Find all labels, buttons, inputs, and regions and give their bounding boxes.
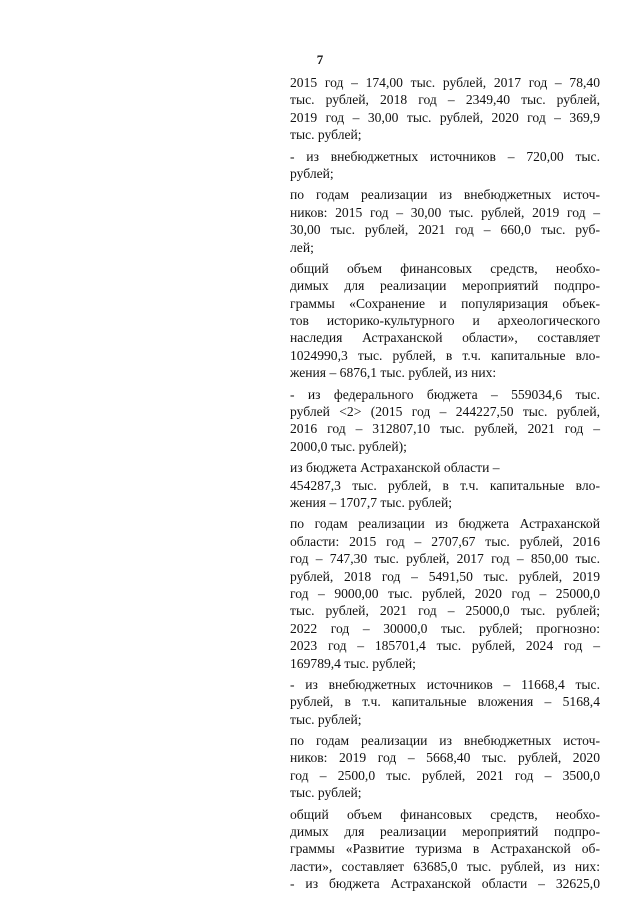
text-line: по годам реализации из внебюджетных источ- <box>290 187 600 203</box>
text-line: год – 747,30 тыс. рублей, 2017 год – 850,00 тыс. <box>290 551 600 567</box>
text-line: 2015 год – 174,00 тыс. рублей, 2017 год – 78,40 <box>290 75 600 90</box>
text-line: - из федерального бюджета – 559034,6 тыс. <box>290 386 600 402</box>
text-line: ников: 2019 год – 5668,40 тыс. рублей, 2020 <box>290 750 600 766</box>
text-line: рублей, 2018 год – 5491,50 тыс. рублей, 2019 <box>290 568 600 584</box>
text-line: из бюджета Астраханской области – <box>290 460 500 476</box>
text-line: ласти», составляет 63685,0 тыс. рублей, из них: <box>290 858 600 874</box>
text-line: год – 2500,0 тыс. рублей, 2021 год – 3500,0 <box>290 767 600 783</box>
text-line: 169789,4 тыс. рублей; <box>290 655 416 671</box>
text-line: - из внебюджетных источников – 720,00 тыс. <box>290 148 600 164</box>
text-line: 30,00 тыс. рублей, 2021 год – 660,0 тыс. руб- <box>290 222 600 238</box>
text-line: лей; <box>290 239 314 255</box>
text-line: по годам реализации из бюджета Астраханской <box>290 516 600 532</box>
text-line: граммы «Сохранение и популяризация объек- <box>290 295 600 311</box>
text-line: граммы «Развитие туризма в Астраханской об- <box>290 841 600 857</box>
text-line: по годам реализации из внебюджетных источ- <box>290 733 600 749</box>
text-line: рублей, в т.ч. капитальные вложения – 5168,4 <box>290 694 600 710</box>
text-line: жения – 1707,7 тыс. рублей; <box>290 494 453 510</box>
text-line: димых для реализации мероприятий подпро- <box>290 278 600 294</box>
page-number: 7 <box>316 52 324 67</box>
text-line: общий объем финансовых средств, необхо- <box>290 260 600 276</box>
text-line: ников: 2015 год – 30,00 тыс. рублей, 2019 год – <box>290 204 600 220</box>
document-text-column <box>290 74 600 893</box>
text-line: тыс. рублей, 2018 год – 2349,40 тыс. рублей, <box>290 92 600 108</box>
text-line: 1024990,3 тыс. рублей, в т.ч. капитальные вло- <box>290 347 600 363</box>
text-line: 2022 год – 30000,0 тыс. рублей; прогнозно: <box>290 620 600 636</box>
text-line: тыс. рублей; <box>290 785 362 801</box>
text-line: общий объем финансовых средств, необхо- <box>290 806 600 822</box>
text-line: области: 2015 год – 2707,67 тыс. рублей, 2016 <box>290 533 600 549</box>
text-line: тыс. рублей; <box>290 127 362 143</box>
text-line: тыс. рублей; <box>290 711 362 727</box>
text-line: тов историко-культурного и археологического <box>290 313 600 329</box>
text-line: 2000,0 тыс. рублей); <box>290 438 407 454</box>
text-line: тыс. рублей, 2021 год – 25000,0 тыс. рублей; <box>290 603 600 619</box>
text-line: 2016 год – 312807,10 тыс. рублей, 2021 год – <box>290 421 600 437</box>
text-line: 2023 год – 185701,4 тыс. рублей, 2024 год – <box>290 638 600 654</box>
text-line: рублей; <box>290 165 334 181</box>
text-line: - из бюджета Астраханской области – 32625,0 <box>290 876 600 892</box>
text-line: наследия Астраханской области», составляет <box>290 330 600 346</box>
text-line: год – 9000,00 тыс. рублей, 2020 год – 25000,0 <box>290 585 600 601</box>
text-line: 2019 год – 30,00 тыс. рублей, 2020 год – 369,9 <box>290 109 600 125</box>
text-line: - из внебюджетных источников – 11668,4 тыс. <box>290 676 600 692</box>
text-line: рублей <2> (2015 год – 244227,50 тыс. рублей, <box>290 404 600 420</box>
text-line: 454287,3 тыс. рублей, в т.ч. капитальные вло- <box>290 477 600 493</box>
text-line: димых для реализации мероприятий подпро- <box>290 824 600 840</box>
text-line: жения – 6876,1 тыс. рублей, из них: <box>290 365 497 381</box>
